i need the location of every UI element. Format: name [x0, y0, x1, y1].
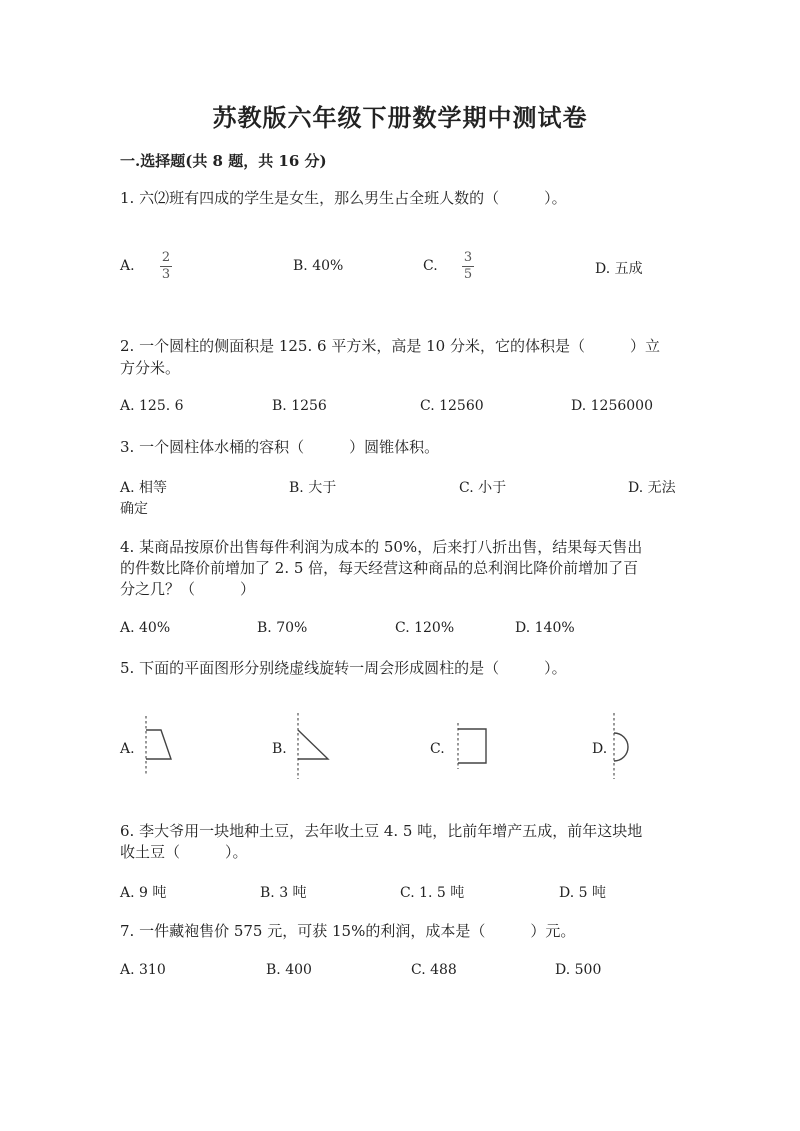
- question-5-figure-c: [452, 723, 490, 769]
- question-2-text-line2: 方分米。: [120, 359, 181, 377]
- question-1-text: 1. 六⑵班有四成的学生是女生，那么男生占全班人数的（ ）。: [120, 189, 567, 207]
- page-title: 苏教版六年级下册数学期中测试卷: [212, 103, 588, 132]
- question-3-option-c: C. 小于: [459, 480, 507, 496]
- question-6-option-d: D. 5 吨: [559, 885, 606, 901]
- question-1-option-a-label: A.: [120, 258, 135, 274]
- question-7-option-a: A. 310: [120, 962, 166, 978]
- question-3-text: 3. 一个圆柱体水桶的容积（ ）圆锥体积。: [120, 438, 440, 456]
- fraction-denominator: 5: [463, 267, 473, 282]
- question-6-option-b: B. 3 吨: [260, 885, 307, 901]
- question-5-figure-a: [140, 716, 176, 776]
- question-4-option-b: B. 70%: [257, 620, 308, 636]
- fraction-numerator: 2: [161, 250, 171, 265]
- question-4-text-line3: 分之几？（ ）: [120, 580, 256, 598]
- question-6-option-c: C. 1. 5 吨: [400, 885, 465, 901]
- question-2-option-b: B. 1256: [272, 398, 327, 414]
- question-3-option-b: B. 大于: [289, 480, 337, 496]
- question-1-option-b: B. 40%: [293, 258, 344, 274]
- question-2-option-d: D. 1256000: [571, 398, 653, 414]
- question-6-text-line1: 6. 李大爷用一块地种土豆，去年收土豆 4. 5 吨，比前年增产五成，前年这块地: [120, 822, 643, 840]
- question-5-option-a-label: A.: [120, 741, 135, 757]
- question-2-option-a: A. 125. 6: [120, 398, 184, 414]
- question-7-option-d: D. 500: [555, 962, 602, 978]
- question-5-figure-d: [608, 713, 638, 779]
- question-4-option-d: D. 140%: [515, 620, 575, 636]
- question-1-option-c-label: C.: [423, 258, 438, 274]
- question-2-text-line1: 2. 一个圆柱的侧面积是 125. 6 平方米，高是 10 分米，它的体积是（ ）立: [120, 337, 660, 355]
- question-6-text-line2: 收土豆（ ）。: [120, 843, 248, 861]
- fraction-denominator: 3: [161, 267, 171, 282]
- question-7-text: 7. 一件藏袍售价 575 元，可获 15%的利润，成本是（ ）元。: [120, 922, 576, 940]
- question-4-option-a: A. 40%: [120, 620, 171, 636]
- question-5-option-c-label: C.: [430, 741, 445, 757]
- question-3-option-d: D. 无法: [628, 480, 676, 496]
- question-7-option-b: B. 400: [266, 962, 312, 978]
- question-6-option-a: A. 9 吨: [120, 885, 167, 901]
- question-2-option-c: C. 12560: [420, 398, 484, 414]
- question-4-text-line2: 的件数比降价前增加了 2. 5 倍，每天经营这种商品的总利润比降价前增加了百: [120, 559, 639, 577]
- question-1-option-c-fraction: [462, 251, 474, 282]
- section-heading: 一.选择题(共 8 题，共 16 分): [120, 152, 327, 170]
- question-4-option-c: C. 120%: [395, 620, 455, 636]
- question-5-text: 5. 下面的平面图形分别绕虚线旋转一周会形成圆柱的是（ ）。: [120, 659, 567, 677]
- fraction-numerator: 3: [463, 250, 473, 265]
- question-3-option-d-continued: 确定: [120, 501, 148, 517]
- question-4-text-line1: 4. 某商品按原价出售每件利润为成本的 50%，后来打八折出售，结果每天售出: [120, 538, 643, 556]
- question-1-option-a-fraction: [160, 251, 172, 282]
- question-7-option-c: C. 488: [411, 962, 457, 978]
- question-5-option-b-label: B.: [272, 741, 287, 757]
- question-5-figure-b: [292, 713, 332, 779]
- question-5-option-d-label: D.: [592, 741, 608, 757]
- question-3-option-a: A. 相等: [120, 480, 168, 496]
- question-1-option-d: D. 五成: [595, 261, 643, 277]
